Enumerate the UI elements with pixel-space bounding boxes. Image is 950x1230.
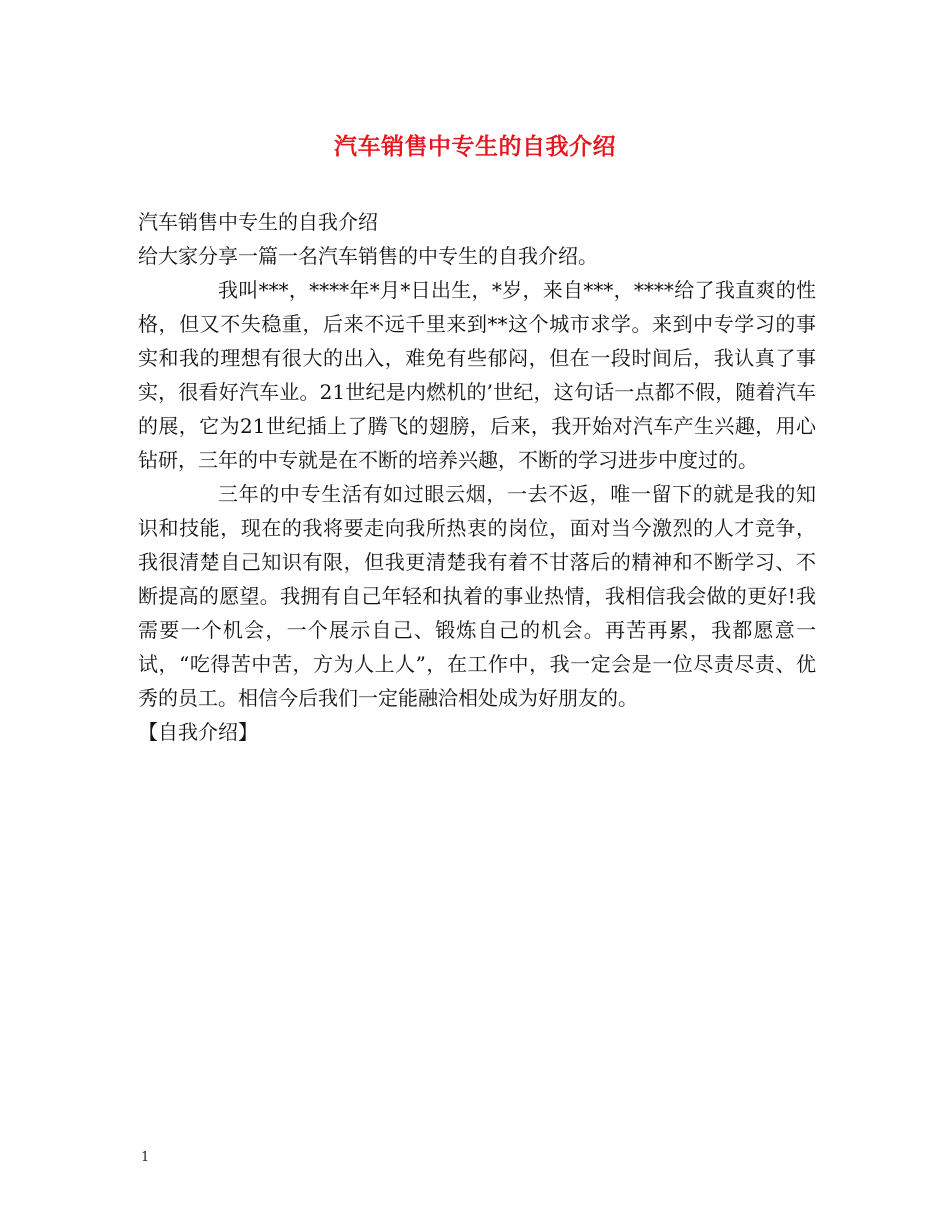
page-title: 汽车销售中专生的自我介绍 — [334, 133, 616, 160]
tag-line: 【自我介绍】 — [138, 720, 258, 744]
intro-line: 给大家分享一篇一名汽车销售的中专生的自我介绍。 — [138, 244, 598, 268]
subtitle-line: 汽车销售中专生的自我介绍 — [138, 210, 378, 234]
body-paragraph-1: 我叫***，****年*月*日出生，*岁，来自***，****给了我直爽的性格，但又不失稳重，后来不远千里来到**这个城市求学。来到中专学习的事实和我的理想有很大的出入，难免有些郁闷，但在一段时间后，我认真了事实，很看好汽车业。21世纪是内燃机的’世纪，这句话一点都不假，随着汽车的展，它为21世纪插上了腾飞的翅膀，后来，我开始对汽车产生兴趣，用心钻研，三年的中专就是在不断的培养兴趣，不断的学习进步中度过的。 — [138, 278, 816, 472]
body-paragraph-2: 三年的中专生活有如过眼云烟，一去不返，唯一留下的就是我的知识和技能，现在的我将要走向我所热衷的岗位，面对当今激烈的人才竞争，我很清楚自己知识有限，但我更清楚我有着不甘落后的精神和不断学习、不断提高的愿望。我拥有自己年轻和执着的事业热情，我相信我会做的更好!我需要一个机会，一个展示自己、锻炼自己的机会。再苦再累，我都愿意一试，“吃得苦中苦，方为人上人”，在工作中，我一定会是一位尽责尽责、优秀的员工。相信今后我们一定能融洽相处成为好朋友的。 — [138, 482, 816, 710]
page-number: 1 — [141, 1150, 150, 1165]
document-body — [138, 205, 816, 749]
